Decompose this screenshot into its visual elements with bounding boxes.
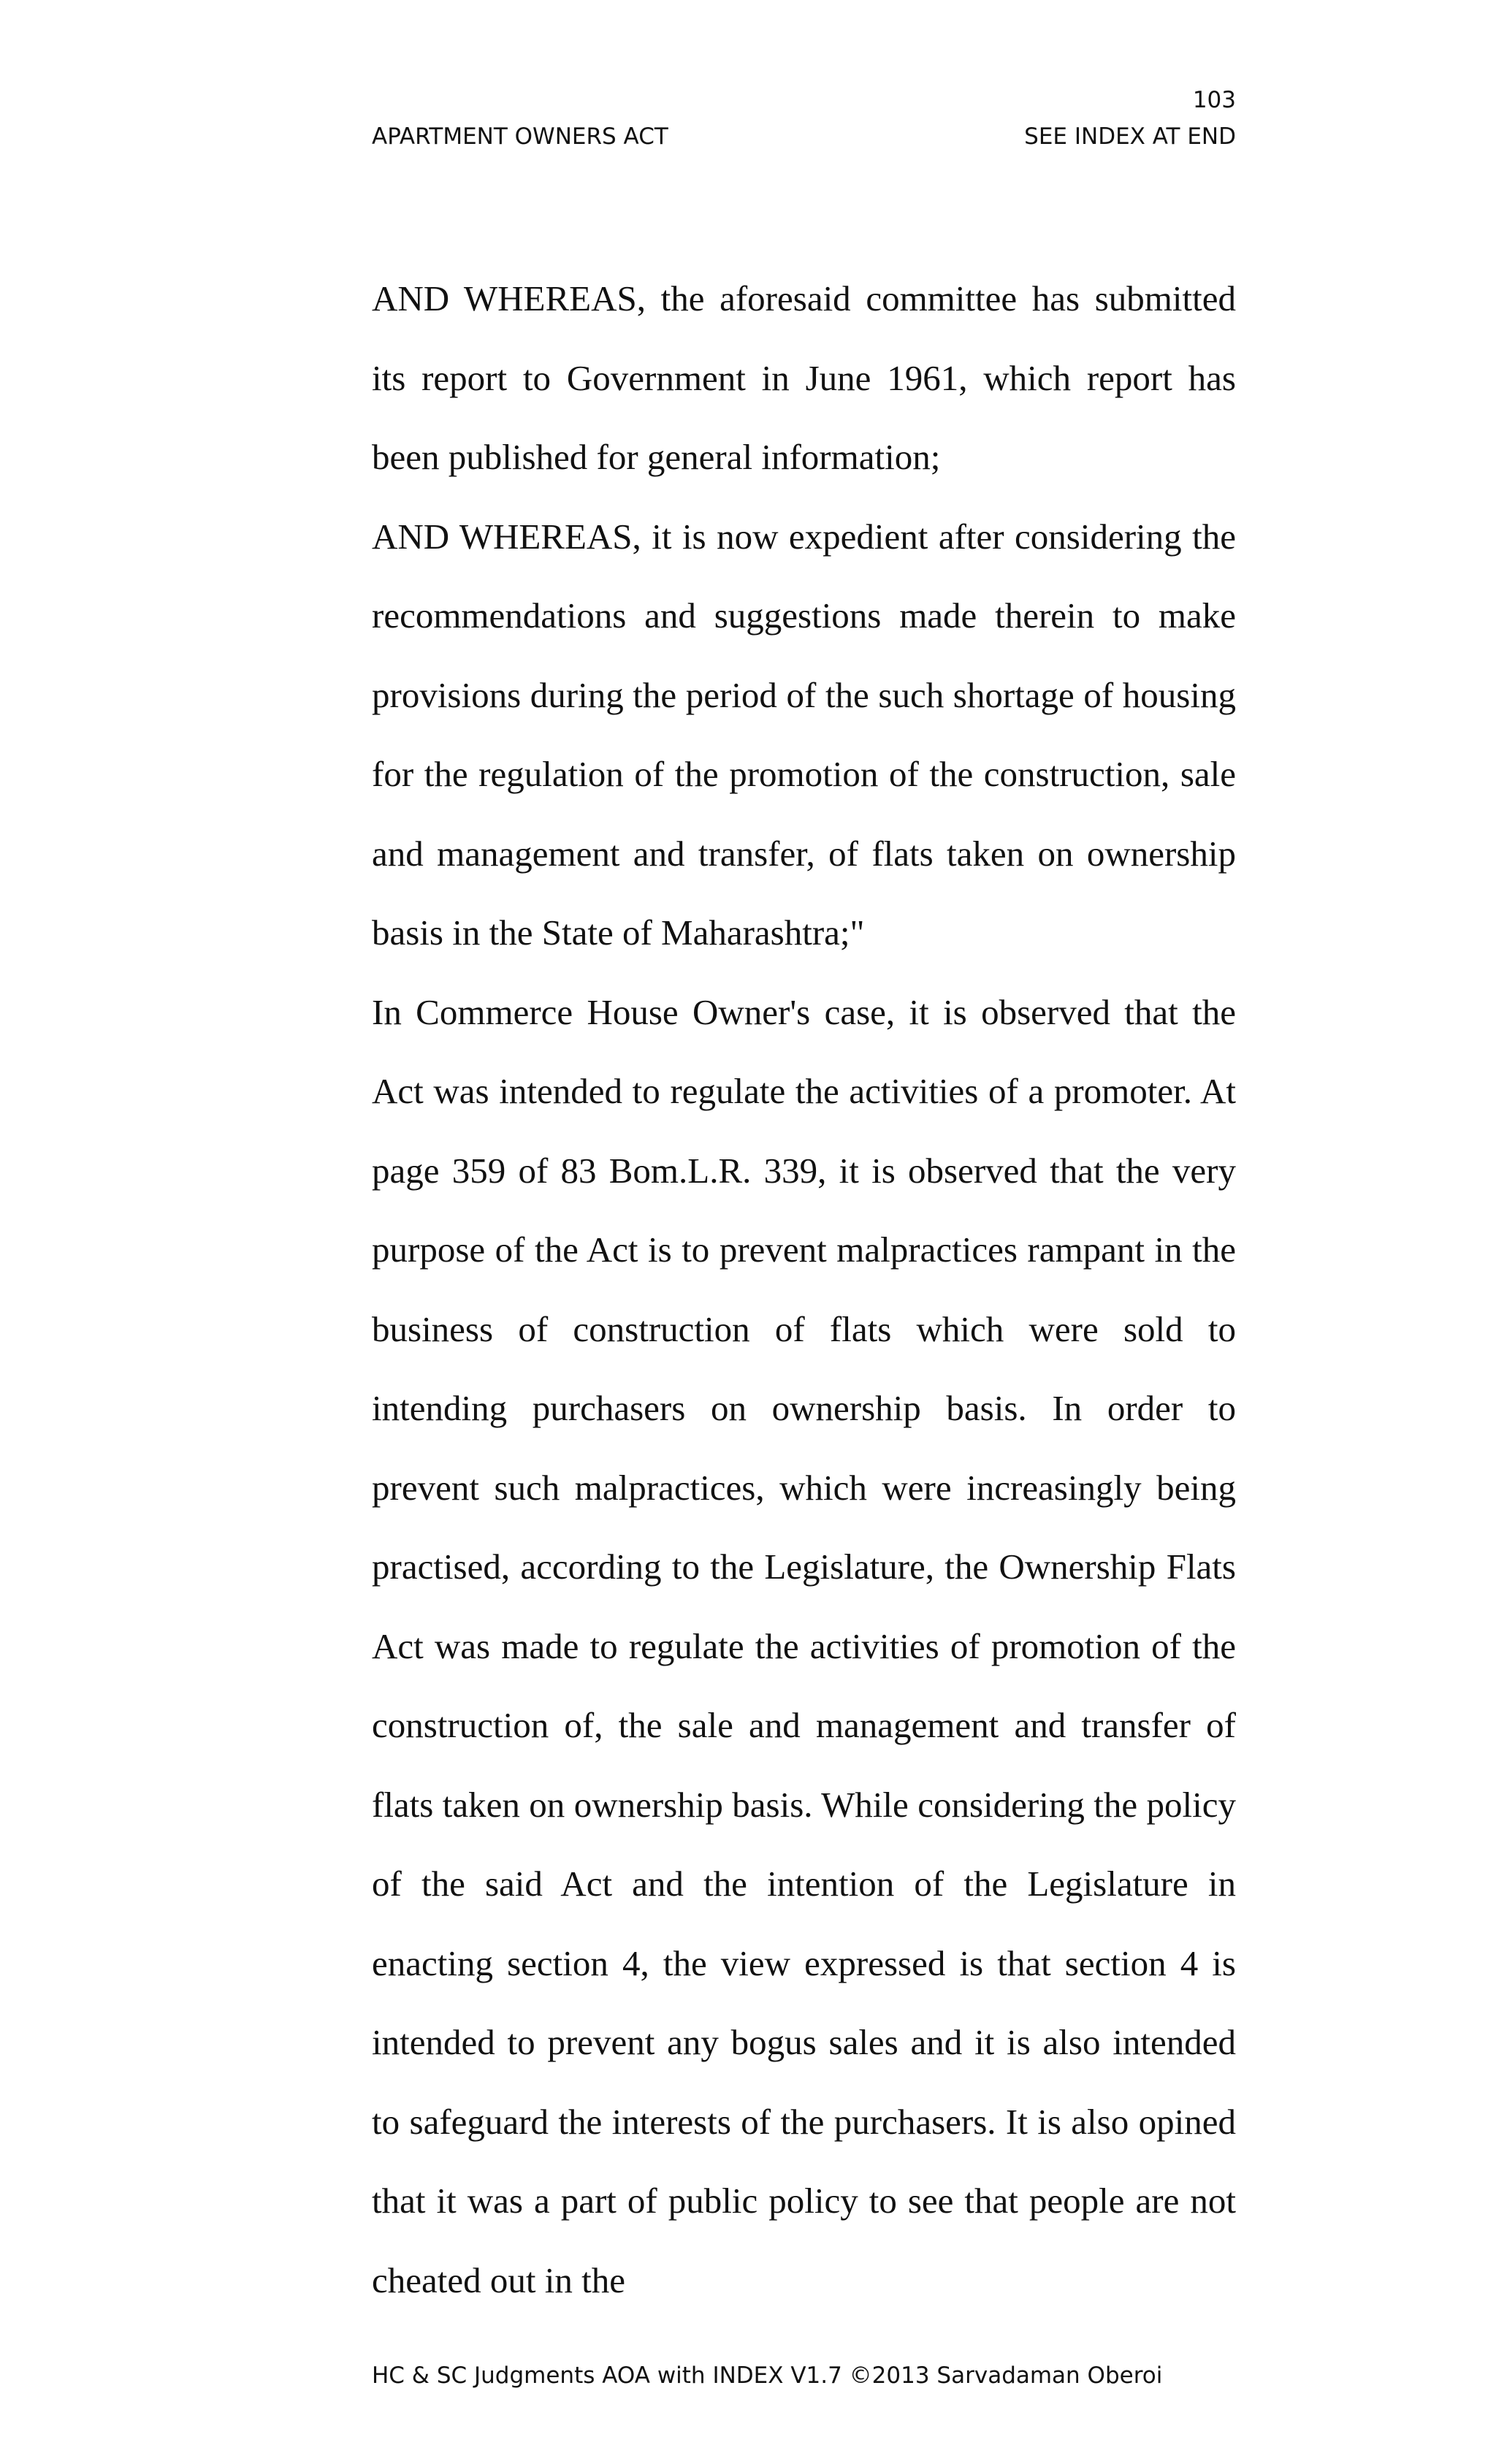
running-header-index-note: SEE INDEX AT END	[1024, 123, 1236, 150]
page-footer: HC & SC Judgments AOA with INDEX V1.7 ©2013 Sarvadaman Oberoi	[372, 2362, 1163, 2389]
document-body	[372, 259, 1236, 2320]
paragraph: AND WHEREAS, the aforesaid committee has submitted its report to Government in June 1961, which report has been published for general information;	[372, 278, 1236, 477]
paragraph: In Commerce House Owner's case, it is observed that the Act was intended to regulate the activities of a promoter. At page 359 of 83 Bom.L.R. 339, it is observed that the very purpose of the Act is to prevent malpractices rampant in the business of construction of flats which were sold to intending purchasers on ownership basis. In order to prevent such malpractices, which were increasingly being practised, according to the Legislature, the Ownership Flats Act was made to regulate the activities of promotion of the construction of, the sale and management and transfer of flats taken on ownership basis. While considering the policy of the said Act and the intention of the Legislature in enacting section 4, the view expressed is that section 4 is intended to prevent any bogus sales and it is also intended to safeguard the interests of the purchasers. It is also opined that it was a part of public policy to see that people are not cheated out in the	[372, 991, 1236, 2300]
paragraph: AND WHEREAS, it is now expedient after considering the recommendations and suggestions made therein to make provisions during the period of the such shortage of housing for the regulation of the promotion of the construction, sale and management and transfer, of flats taken on ownership basis in the State of Maharashtra;"	[372, 516, 1236, 953]
page-number: 103	[1192, 87, 1236, 113]
running-header-title: APARTMENT OWNERS ACT	[372, 123, 668, 150]
